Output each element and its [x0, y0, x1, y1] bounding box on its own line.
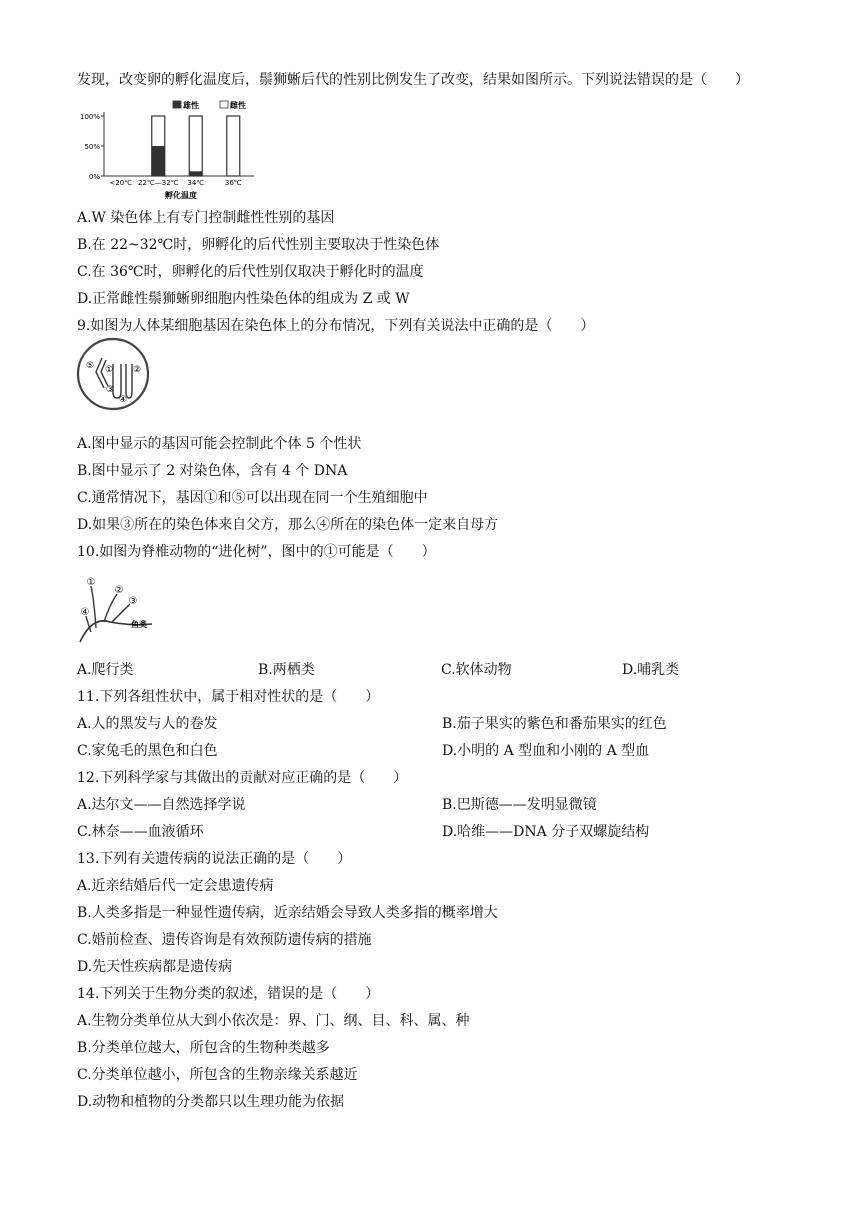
q10-option-b: B.两栖类 — [258, 662, 315, 678]
q9-option-a: A.图中显示的基因可能会控制此个体 5 个性状 — [77, 436, 362, 452]
q8-option-a: A.W 染色体上有专门控制雌性性别的基因 — [77, 210, 335, 226]
q13-option-a: A.近亲结婚后代一定会患遗传病 — [77, 878, 274, 894]
q14-option-d: D.动物和植物的分类都只以生理功能为依据 — [77, 1094, 345, 1110]
q13-option-d: D.先天性疾病都是遗传病 — [77, 959, 233, 975]
chart-bar-male — [152, 146, 165, 176]
sex-ratio-chart — [74, 98, 264, 202]
chart-y-tick-label: 100% — [79, 113, 100, 121]
q14-option-c: C.分类单位越小，所包含的生物亲缘关系越近 — [77, 1067, 358, 1083]
chart-bar-female — [227, 116, 240, 176]
q14-stem: 14.下列关于生物分类的叙述，错误的是（ ） — [77, 986, 380, 1002]
chromosome-bent-1 — [96, 358, 104, 388]
chromosome-u-2 — [126, 364, 132, 398]
chart-x-tick-label: <20℃ — [109, 179, 133, 187]
q11-stem: 11.下列各组性状中，属于相对性状的是（ ） — [77, 689, 380, 705]
q10-option-a: A.爬行类 — [77, 662, 134, 678]
q9-option-b: B.图中显示了 2 对染色体，含有 4 个 DNA — [77, 463, 348, 479]
chart-bar-female — [152, 116, 165, 146]
chromosome-diagram — [76, 334, 152, 414]
tree-label-1: ① — [86, 577, 96, 588]
chart-bar-female — [189, 116, 202, 171]
gene-label-1: ① — [104, 365, 114, 375]
chart-x-tick-label: 36℃ — [224, 179, 242, 187]
q9-stem: 9.如图为人体某细胞基因在染色体上的分布情况，下列有关说法中正确的是（ ） — [77, 318, 595, 334]
tree-label-fish: 鱼类 — [131, 620, 147, 629]
q14-option-b: B.分类单位越大，所包含的生物种类越多 — [77, 1040, 330, 1056]
q14-option-a: A.生物分类单位从大到小依次是：界、门、纲、目、科、属、种 — [77, 1013, 470, 1029]
tree-label-3: ③ — [128, 596, 138, 607]
q13-option-b: B.人类多指是一种显性遗传病，近亲结婚会导致人类多指的概率增大 — [77, 905, 498, 921]
tree-label-4: ④ — [80, 607, 90, 618]
q12-options-row2 — [77, 822, 797, 842]
q11-options-row1 — [77, 714, 797, 734]
q8-intro-line: 发现，改变卵的孵化温度后，鬃狮蜥后代的性别比例发生了改变，结果如图所示。下列说法错误的是（ ） — [77, 72, 749, 88]
chart-y-tick-label: 50% — [84, 143, 100, 151]
chart-bar-male — [189, 171, 202, 176]
legend-label-female: 雌性 — [230, 101, 246, 110]
q10-option-d: D.哺乳类 — [622, 662, 680, 678]
q11-option-a: A.人的黑发与人的卷发 — [77, 716, 218, 732]
q10-options — [77, 660, 797, 680]
q13-stem: 13.下列有关遗传病的说法正确的是（ ） — [77, 851, 352, 867]
gene-label-4: ④ — [118, 395, 128, 405]
q9-option-d: D.如果③所在的染色体来自父方，那么④所在的染色体一定来自母方 — [77, 517, 499, 533]
gene-label-2: ② — [132, 365, 142, 375]
q9-option-c: C.通常情况下，基因①和⑤可以出现在同一个生殖细胞中 — [77, 490, 428, 506]
tree-branch-3 — [112, 604, 130, 622]
chart-legend — [173, 100, 246, 110]
chart-x-tick-label: 22℃—32℃ — [137, 179, 179, 187]
q12-option-a: A.达尔文——自然选择学说 — [77, 797, 246, 813]
q11-option-d: D.小明的 A 型血和小刚的 A 型血 — [442, 743, 650, 759]
q12-stem: 12.下列科学家与其做出的贡献对应正确的是（ ） — [77, 770, 408, 786]
q11-options-row2 — [77, 741, 797, 761]
q12-option-d: D.哈维——DNA 分子双螺旋结构 — [442, 824, 650, 840]
chart-x-axis-title: 孵化温度 — [165, 191, 197, 200]
q12-options-row1 — [77, 795, 797, 815]
gene-label-3: ③ — [105, 385, 115, 395]
gene-label-5: ⑤ — [85, 361, 95, 371]
chart-x-tick-label: 34℃ — [187, 179, 205, 187]
q12-option-c: C.林奈——血液循环 — [77, 824, 204, 840]
q10-option-c: C.软体动物 — [441, 662, 512, 678]
tree-branch-1 — [91, 586, 96, 628]
tree-branch-2 — [104, 594, 117, 622]
chart-bars — [152, 116, 240, 176]
q11-option-c: C.家兔毛的黑色和白色 — [77, 743, 218, 759]
legend-label-male: 雄性 — [183, 101, 199, 110]
q11-option-b: B.茄子果实的紫色和番茄果实的红色 — [442, 716, 667, 732]
q12-option-b: B.巴斯德——发明显微镜 — [442, 797, 597, 813]
q13-option-c: C.婚前检查、遗传咨询是有效预防遗传病的措施 — [77, 932, 372, 948]
q10-stem: 10.如图为脊椎动物的“进化树”，图中的①可能是（ ） — [77, 544, 436, 560]
legend-swatch-female — [220, 101, 228, 108]
chromosome-u-1 — [113, 364, 121, 398]
evolution-tree-diagram — [74, 572, 174, 648]
chart-y-tick-label: 0% — [88, 173, 100, 181]
q8-option-b: B.在 22~32℃时，卵孵化的后代性别主要取决于性染色体 — [77, 237, 440, 253]
tree-label-2: ② — [114, 585, 124, 596]
q8-option-c: C.在 36℃时，卵孵化的后代性别仅取决于孵化时的温度 — [77, 264, 424, 280]
q8-option-d: D.正常雌性鬃狮蜥卵细胞内性染色体的组成为 Z 或 W — [77, 291, 410, 307]
legend-swatch-male — [173, 101, 181, 108]
